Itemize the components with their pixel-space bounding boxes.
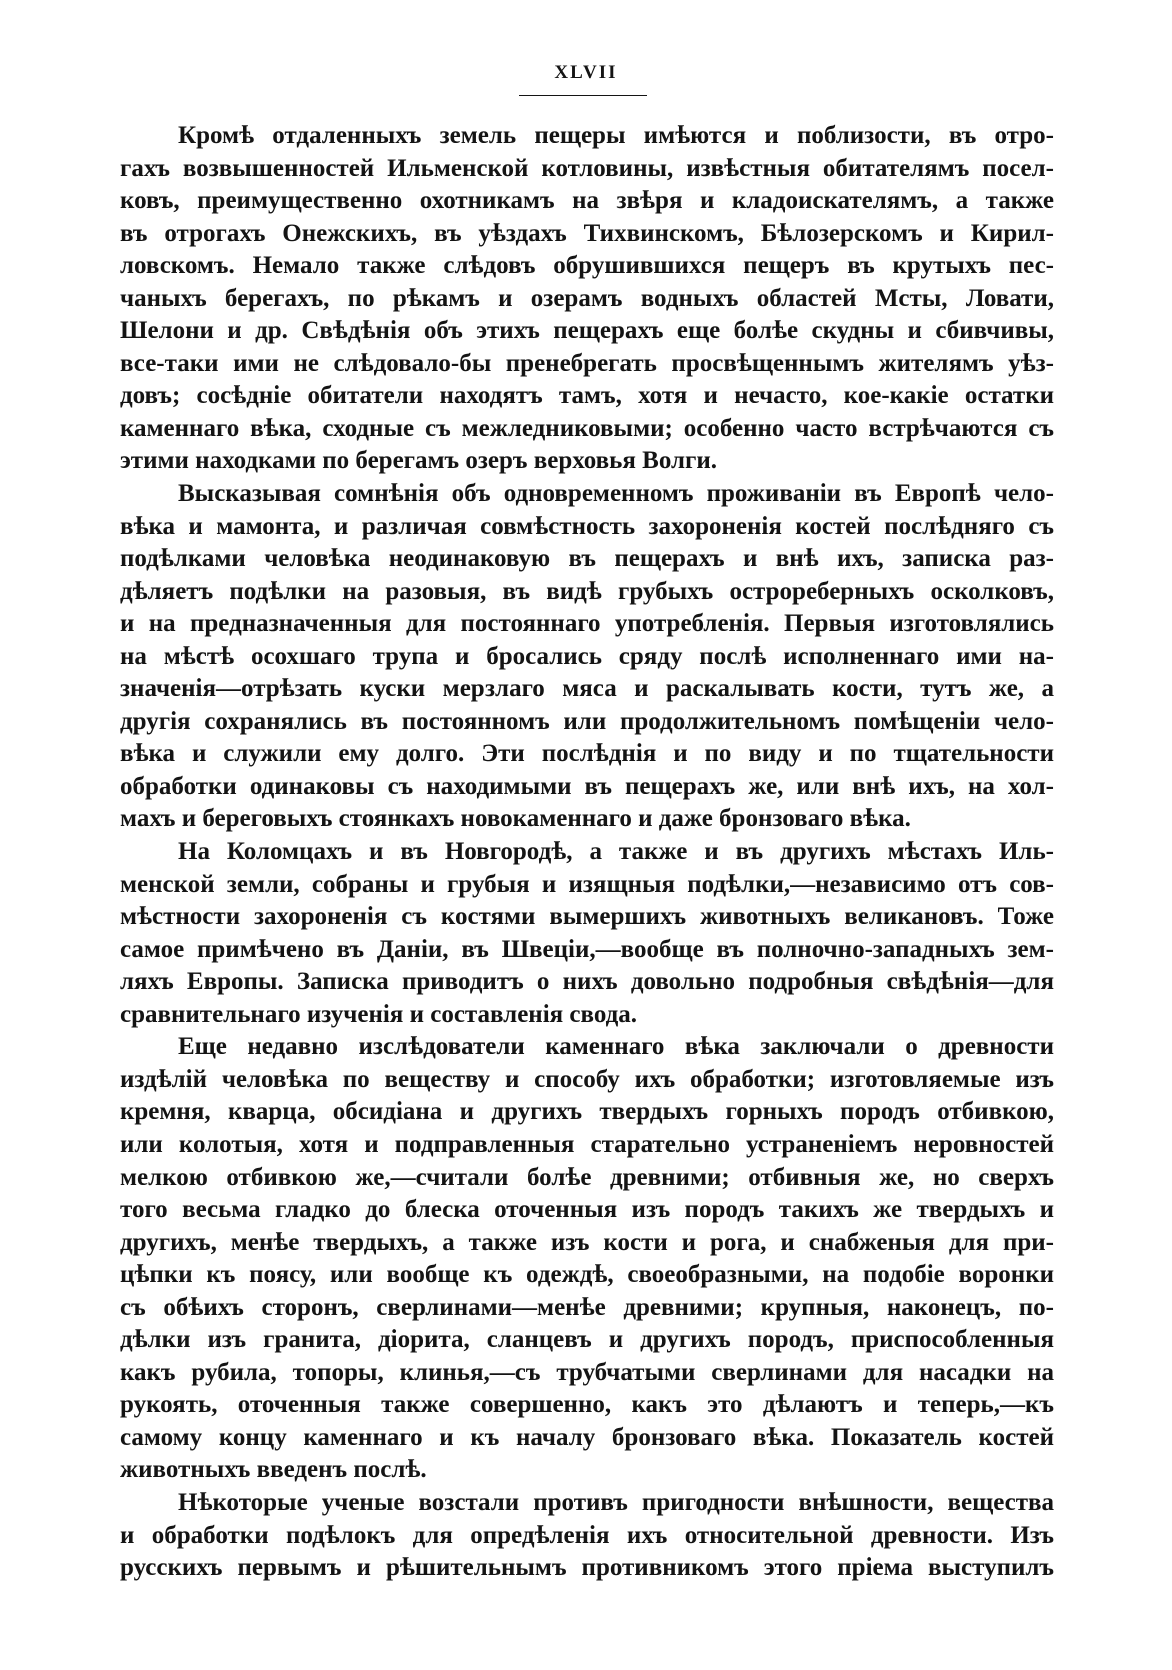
text-line: чаныхъ берегахъ, по рѣкамъ и озерамъ водныхъ областей Мсты, Ловати, xyxy=(120,284,1054,312)
text-line: Кромѣ отдаленныхъ земель пещеры имѣются и поблизости, въ отро- xyxy=(178,122,1054,149)
text-line: довъ; сосѣдніе обитатели находятъ тамъ, хотя и нечасто, кое-какіе остатки xyxy=(120,382,1054,410)
page-number: XLVII xyxy=(554,62,618,83)
text-line: гахъ возвышенностей Ильменской котловины, извѣстныя обитателямъ посел- xyxy=(120,154,1054,182)
text-line: Нѣкоторые ученые возстали противъ пригодности внѣшности, вещества xyxy=(178,1488,1054,1516)
text-line: ковъ, преимущественно охотникамъ на звѣря и кладоискателямъ, а также xyxy=(120,187,1054,215)
header-rule xyxy=(519,95,647,96)
text-line: каменнаго вѣка, сходные съ межледниковыми; особенно часто встрѣчаются съ xyxy=(120,414,1054,442)
paragraph-1 xyxy=(120,120,1054,478)
text-line: самому концу каменнаго и къ началу бронзоваго вѣка. Показатель костей xyxy=(120,1423,1054,1451)
text-line: этими находками по берегамъ озеръ верховья Волги. xyxy=(120,447,718,475)
paragraph-3 xyxy=(120,836,1054,1031)
text-line: цѣпки къ поясу, или вообще къ одеждѣ, своеобразными, на подобіе воронки xyxy=(120,1261,1054,1289)
text-line: Высказывая сомнѣнія объ одновременномъ проживаніи въ Европѣ чело- xyxy=(178,480,1054,508)
paragraph-2 xyxy=(120,478,1054,836)
text-line: менской земли, собраны и грубыя и изящныя подѣлки,—независимо отъ сов- xyxy=(120,870,1054,898)
text-line: дѣлки изъ гранита, діорита, сланцевъ и другихъ породъ, приспособленныя xyxy=(120,1326,1054,1354)
text-line: самое примѣчено въ Даніи, въ Швеціи,—вообще въ полночно-западныхъ зем- xyxy=(120,935,1054,963)
text-line: мелкою отбивкою же,—считали болѣе древними; отбивныя же, но сверхъ xyxy=(120,1163,1054,1191)
text-line: мѣстности захороненія съ костями вымершихъ животныхъ великановъ. Тоже xyxy=(120,903,1054,931)
text-line: другія сохранялись въ постоянномъ или продолжительномъ помѣщеніи чело- xyxy=(120,707,1054,735)
text-line: вѣка и служили ему долго. Эти послѣднія и по виду и по тщательности xyxy=(120,740,1054,768)
text-line: дѣляетъ подѣлки на разовыя, въ видѣ грубыхъ острореберныхъ осколковъ, xyxy=(120,577,1054,605)
text-line: сравнительнаго изученія и составленія свода. xyxy=(120,1000,638,1028)
text-line: вѣка и мамонта, и различая совмѣстность захороненія костей послѣдняго съ xyxy=(120,512,1054,540)
text-line: животныхъ введенъ послѣ. xyxy=(120,1456,427,1484)
text-line: обработки одинаковы съ находимыми въ пещерахъ же, или внѣ ихъ, на хол- xyxy=(120,772,1054,800)
text-line: все-таки ими не слѣдовало-бы пренебрегать просвѣщеннымъ жителямъ уѣз- xyxy=(120,349,1054,377)
text-line: ляхъ Европы. Записка приводитъ о нихъ довольно подробныя свѣдѣнія—для xyxy=(120,968,1054,996)
text-line: рукоять, оточенныя также совершенно, какъ это дѣлаютъ и теперь,—къ xyxy=(120,1391,1054,1419)
paragraph-5 xyxy=(120,1487,1054,1585)
text-line: въ отрогахъ Онежскихъ, въ уѣздахъ Тихвинскомъ, Бѣлозерскомъ и Кирил- xyxy=(120,219,1054,247)
text-line: на мѣстѣ осохшаго трупа и бросались сряду послѣ исполненнаго ими на- xyxy=(120,642,1054,670)
text-line: того весьма гладко до блеска оточенныя изъ породъ такихъ же твердыхъ и xyxy=(120,1196,1054,1224)
text-line: русскихъ первымъ и рѣшительнымъ противникомъ этого пріема выступилъ xyxy=(120,1554,1054,1582)
text-line: другихъ, менѣе твердыхъ, а также изъ кости и рога, и снабженыя для при- xyxy=(120,1228,1054,1256)
text-line: и обработки подѣлокъ для опредѣленія ихъ относительной древности. Изъ xyxy=(120,1521,1054,1549)
text-line: какъ рубила, топоры, клинья,—съ трубчатыми сверлинами для насадки на xyxy=(120,1358,1054,1386)
text-line: издѣлій человѣка по веществу и способу ихъ обработки; изготовляемые изъ xyxy=(120,1065,1054,1093)
text-line: Шелони и др. Свѣдѣнія объ этихъ пещерахъ еще болѣе скудны и сбивчивы, xyxy=(120,317,1054,345)
text-line: На Коломцахъ и въ Новгородѣ, а также и въ другихъ мѣстахъ Иль- xyxy=(178,838,1054,866)
text-line: кремня, кварца, обсидіана и другихъ твердыхъ горныхъ породъ отбивкою, xyxy=(120,1098,1054,1126)
text-line: значенія—отрѣзать куски мерзлаго мяса и раскалывать кости, тутъ же, а xyxy=(120,675,1054,703)
text-line: махъ и береговыхъ стоянкахъ новокаменнаго и даже бронзоваго вѣка. xyxy=(120,805,911,833)
text-line: и на предназначенныя для постояннаго употребленія. Первыя изготовлялись xyxy=(120,610,1054,638)
text-line: или колотыя, хотя и подправленныя старательно устраненіемъ неровностей xyxy=(120,1130,1054,1158)
text-body xyxy=(120,120,1054,1585)
text-line: Еще недавно изслѣдователи каменнаго вѣка заключали о древности xyxy=(178,1033,1054,1061)
text-line: съ обѣихъ сторонъ, сверлинами—менѣе древними; крупныя, наконецъ, по- xyxy=(120,1293,1054,1321)
paragraph-4 xyxy=(120,1031,1054,1487)
text-line: подѣлками человѣка неодинаковую въ пещерахъ и внѣ ихъ, записка раз- xyxy=(120,545,1054,573)
text-line: ловскомъ. Немало также слѣдовъ обрушившихся пещеръ въ крутыхъ пес- xyxy=(120,252,1054,280)
